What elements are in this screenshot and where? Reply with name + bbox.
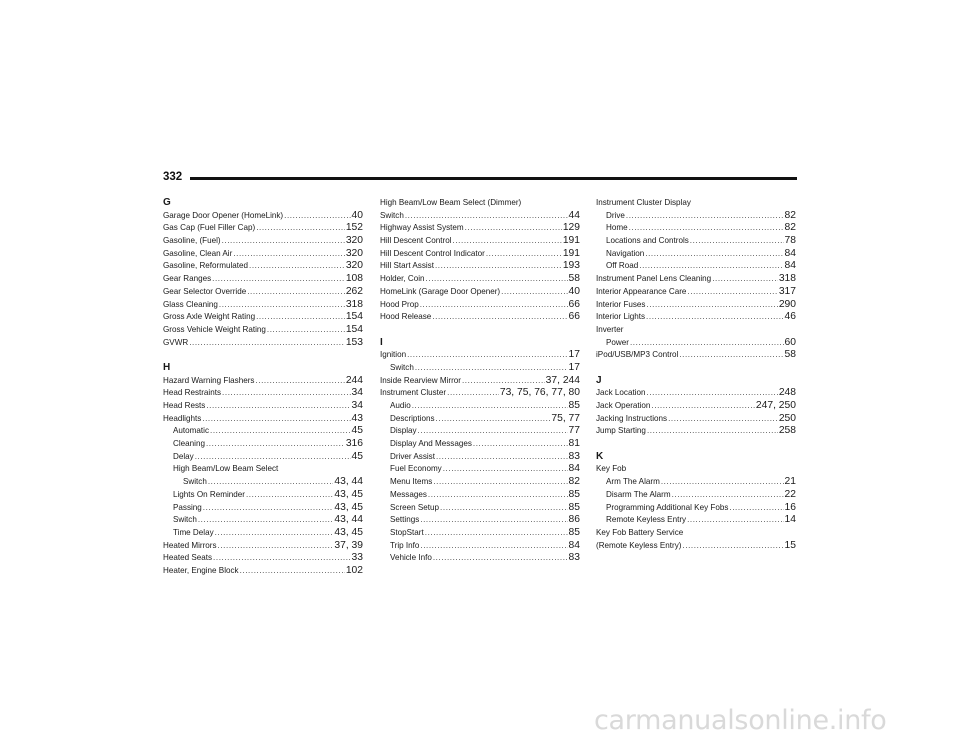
index-entry[interactable]: Heated Seats ..... 33 bbox=[163, 552, 363, 565]
dot-leader bbox=[428, 489, 568, 502]
index-subentry[interactable]: Settings ..... 86 bbox=[380, 514, 580, 527]
section-heading-i: I bbox=[380, 336, 383, 348]
dot-leader bbox=[218, 540, 334, 553]
dot-leader bbox=[255, 375, 344, 388]
index-entry[interactable]: Head Rests ..... 34 bbox=[163, 400, 363, 413]
dot-leader bbox=[206, 400, 350, 413]
index-subentry[interactable]: Audio ..... 85 bbox=[380, 400, 580, 413]
dot-leader bbox=[249, 260, 345, 273]
dot-leader bbox=[630, 337, 784, 350]
index-entry[interactable]: iPod/USB/MP3 Control ..... 58 bbox=[596, 349, 796, 362]
dot-leader bbox=[206, 438, 345, 451]
page-number: 332 bbox=[163, 171, 183, 183]
index-entry[interactable]: Instrument Panel Lens Cleaning ..... 318 bbox=[596, 273, 796, 286]
index-entry[interactable]: GVWR ..... 153 bbox=[163, 337, 363, 350]
index-entry[interactable]: Jump Starting ..... 258 bbox=[596, 425, 796, 438]
dot-leader bbox=[247, 286, 345, 299]
dot-leader bbox=[729, 502, 783, 515]
index-subentry[interactable]: Time Delay ..... 43, 45 bbox=[163, 527, 363, 540]
index-entry[interactable]: Interior Lights ..... 46 bbox=[596, 311, 796, 324]
dot-leader bbox=[203, 502, 334, 515]
dot-leader bbox=[267, 324, 345, 337]
index-subentry[interactable]: Menu Items ..... 82 bbox=[380, 476, 580, 489]
dot-leader bbox=[415, 362, 568, 375]
watermark: carmanualsonline.info bbox=[594, 705, 887, 736]
index-entry[interactable]: Hill Descent Control Indicator ..... 191 bbox=[380, 248, 580, 261]
index-entry[interactable]: Heater, Engine Block ..... 102 bbox=[163, 565, 363, 578]
index-entry[interactable]: Head Restraints ..... 34 bbox=[163, 387, 363, 400]
dot-leader bbox=[420, 514, 567, 527]
index-subentry[interactable]: Switch ..... 43, 44 bbox=[163, 476, 363, 489]
index-subentry[interactable]: Switch ..... 17 bbox=[380, 362, 580, 375]
index-subentry[interactable]: Lights On Reminder ..... 43, 45 bbox=[163, 489, 363, 502]
dot-leader bbox=[462, 375, 545, 388]
dot-leader bbox=[440, 502, 567, 515]
dot-leader bbox=[246, 489, 333, 502]
index-entry[interactable]: Heated Mirrors ..... 37, 39 bbox=[163, 540, 363, 553]
dot-leader bbox=[629, 222, 784, 235]
dot-leader bbox=[473, 438, 568, 451]
dot-leader bbox=[687, 514, 783, 527]
index-entry-label: Instrument Cluster Display bbox=[596, 198, 691, 207]
index-subentry[interactable]: Delay ..... 45 bbox=[163, 451, 363, 464]
index-column-2 bbox=[380, 197, 580, 565]
dot-leader bbox=[212, 273, 345, 286]
dot-leader bbox=[486, 248, 562, 261]
dot-leader bbox=[420, 299, 568, 312]
dot-leader bbox=[432, 311, 567, 324]
header-rule bbox=[190, 177, 797, 180]
index-subentry[interactable]: Locations and Controls ..... 78 bbox=[596, 235, 796, 248]
index-subentry[interactable]: Vehicle Info ..... 83 bbox=[380, 552, 580, 565]
dot-leader bbox=[668, 413, 778, 426]
section-heading-g: G bbox=[163, 197, 171, 208]
index-entry[interactable]: Jacking Instructions ..... 250 bbox=[596, 413, 796, 426]
dot-leader bbox=[426, 273, 568, 286]
dot-leader bbox=[647, 425, 778, 438]
dot-leader bbox=[645, 248, 783, 261]
dot-leader bbox=[240, 565, 345, 578]
dot-leader bbox=[433, 552, 568, 565]
index-subentry[interactable]: Drive ..... 82 bbox=[596, 210, 796, 223]
index-column-1 bbox=[163, 197, 363, 578]
dot-leader bbox=[198, 514, 334, 527]
dot-leader bbox=[407, 349, 567, 362]
index-entry[interactable]: Gear Ranges ..... 108 bbox=[163, 273, 363, 286]
dot-leader bbox=[672, 489, 784, 502]
index-entry[interactable]: Instrument Cluster ..... 73, 75, 76, 77, 80 bbox=[380, 387, 580, 400]
dot-leader bbox=[189, 337, 345, 350]
dot-leader bbox=[626, 210, 784, 223]
dot-leader bbox=[679, 349, 783, 362]
index-subentry[interactable]: Navigation ..... 84 bbox=[596, 248, 796, 261]
dot-leader bbox=[215, 527, 334, 540]
index-entry[interactable]: Gear Selector Override ..... 262 bbox=[163, 286, 363, 299]
index-entry-label: Inverter bbox=[596, 324, 624, 334]
dot-leader bbox=[210, 425, 351, 438]
index-entry[interactable]: Highway Assist System ..... 129 bbox=[380, 222, 580, 235]
dot-leader bbox=[646, 299, 777, 312]
index-entry[interactable]: Hazard Warning Flashers ..... 244 bbox=[163, 375, 363, 388]
dot-leader bbox=[646, 311, 783, 324]
dot-leader bbox=[501, 286, 567, 299]
index-subentry[interactable]: Trip Info ..... 84 bbox=[380, 540, 580, 553]
index-entry-label: Key Fob Battery Service bbox=[596, 527, 684, 537]
index-subentry[interactable]: Screen Setup ..... 85 bbox=[380, 502, 580, 515]
dot-leader bbox=[651, 400, 754, 413]
index-subentry[interactable]: Arm The Alarm ..... 21 bbox=[596, 476, 796, 489]
dot-leader bbox=[208, 476, 334, 489]
section-heading-j: J bbox=[596, 374, 602, 386]
index-entry-label: High Beam/Low Beam Select (Dimmer) bbox=[380, 198, 522, 207]
index-entry[interactable]: Gross Vehicle Weight Rating ..... 154 bbox=[163, 324, 363, 337]
index-entry[interactable]: Jack Location ..... 248 bbox=[596, 387, 796, 400]
index-entry[interactable]: Garage Door Opener (HomeLink) ..... 40 bbox=[163, 210, 363, 223]
index-entry[interactable]: Interior Fuses ..... 290 bbox=[596, 299, 796, 312]
dot-leader bbox=[222, 235, 345, 248]
index-entry[interactable]: Interior Appearance Care ..... 317 bbox=[596, 286, 796, 299]
dot-leader bbox=[284, 210, 350, 223]
index-entry[interactable]: Hill Descent Control ..... 191 bbox=[380, 235, 580, 248]
index-entry[interactable]: Headlights ..... 43 bbox=[163, 413, 363, 426]
index-subentry[interactable]: Remote Keyless Entry ..... 14 bbox=[596, 514, 796, 527]
index-subentry[interactable]: Display And Messages ..... 81 bbox=[380, 438, 580, 451]
index-entry[interactable]: Glass Cleaning ..... 318 bbox=[163, 299, 363, 312]
dot-leader bbox=[412, 400, 568, 413]
index-entry[interactable]: HomeLink (Garage Door Opener) ..... 40 bbox=[380, 286, 580, 299]
index-subentry[interactable]: Off Road ..... 84 bbox=[596, 260, 796, 273]
dot-leader bbox=[436, 451, 568, 464]
dot-leader bbox=[213, 552, 350, 565]
dot-leader bbox=[465, 222, 562, 235]
index-subentry[interactable]: Descriptions ..... 75, 77 bbox=[380, 413, 580, 426]
dot-leader bbox=[647, 387, 778, 400]
index-entry[interactable]: Switch ..... 44 bbox=[380, 210, 580, 223]
index-subentry[interactable]: StopStart ..... 85 bbox=[380, 527, 580, 540]
dot-leader bbox=[233, 248, 345, 261]
dot-leader bbox=[712, 273, 778, 286]
dot-leader bbox=[687, 286, 777, 299]
index-subentry[interactable]: Fuel Economy ..... 84 bbox=[380, 463, 580, 476]
index-entry[interactable]: Gasoline, Reformulated ..... 320 bbox=[163, 260, 363, 273]
dot-leader bbox=[639, 260, 783, 273]
dot-leader bbox=[195, 451, 351, 464]
dot-leader bbox=[222, 387, 350, 400]
index-subentry[interactable]: Disarm The Alarm ..... 22 bbox=[596, 489, 796, 502]
index-subentry[interactable]: Automatic ..... 45 bbox=[163, 425, 363, 438]
index-subentry[interactable]: Passing ..... 43, 45 bbox=[163, 502, 363, 515]
index-entry[interactable]: Inside Rearview Mirror ..... 37, 244 bbox=[380, 375, 580, 388]
index-entry[interactable]: Hill Start Assist ..... 193 bbox=[380, 260, 580, 273]
dot-leader bbox=[256, 222, 345, 235]
index-subentry[interactable]: Switch ..... 43, 44 bbox=[163, 514, 363, 527]
dot-leader bbox=[219, 299, 345, 312]
index-subentry[interactable]: Home ..... 82 bbox=[596, 222, 796, 235]
dot-leader bbox=[453, 235, 562, 248]
index-entry[interactable]: Gasoline, Clean Air ..... 320 bbox=[163, 248, 363, 261]
dot-leader bbox=[425, 527, 568, 540]
index-subentry[interactable]: Power ..... 60 bbox=[596, 337, 796, 350]
index-entry[interactable]: (Remote Keyless Entry) ..... 15 bbox=[596, 540, 796, 553]
index-subentry[interactable]: Driver Assist ..... 83 bbox=[380, 451, 580, 464]
index-entry[interactable]: Gasoline, (Fuel) ..... 320 bbox=[163, 235, 363, 248]
index-entry-label: Key Fob bbox=[596, 464, 627, 474]
index-column-3 bbox=[596, 197, 796, 552]
dot-leader bbox=[405, 210, 568, 223]
index-entry[interactable]: Ignition ..... 17 bbox=[380, 349, 580, 362]
index-entry[interactable]: Gas Cap (Fuel Filler Cap) ..... 152 bbox=[163, 222, 363, 235]
index-subentry[interactable]: Messages ..... 85 bbox=[380, 489, 580, 502]
index-subentry[interactable]: Programming Additional Key Fobs ..... 16 bbox=[596, 502, 796, 515]
dot-leader bbox=[682, 540, 783, 553]
section-heading-k: K bbox=[596, 450, 604, 462]
index-entry[interactable]: Hood Prop ..... 66 bbox=[380, 299, 580, 312]
dot-leader bbox=[420, 540, 567, 553]
dot-leader bbox=[433, 476, 567, 489]
index-subentry[interactable]: Display ..... 77 bbox=[380, 425, 580, 438]
index-entry[interactable]: Holder, Coin ..... 58 bbox=[380, 273, 580, 286]
dot-leader bbox=[436, 413, 551, 426]
index-subentry-label: High Beam/Low Beam Select bbox=[173, 464, 279, 474]
index-subentry[interactable]: Cleaning ..... 316 bbox=[163, 438, 363, 451]
dot-leader bbox=[435, 260, 562, 273]
index-entry[interactable]: Jack Operation ..... 247, 250 bbox=[596, 400, 796, 413]
index-entry[interactable]: Hood Release ..... 66 bbox=[380, 311, 580, 324]
section-heading-h: H bbox=[163, 361, 171, 373]
dot-leader bbox=[447, 387, 499, 400]
dot-leader bbox=[690, 235, 784, 248]
dot-leader bbox=[256, 311, 345, 324]
dot-leader bbox=[418, 425, 568, 438]
dot-leader bbox=[443, 463, 568, 476]
dot-leader bbox=[202, 413, 350, 426]
dot-leader bbox=[661, 476, 784, 489]
index-entry[interactable]: Gross Axle Weight Rating ..... 154 bbox=[163, 311, 363, 324]
